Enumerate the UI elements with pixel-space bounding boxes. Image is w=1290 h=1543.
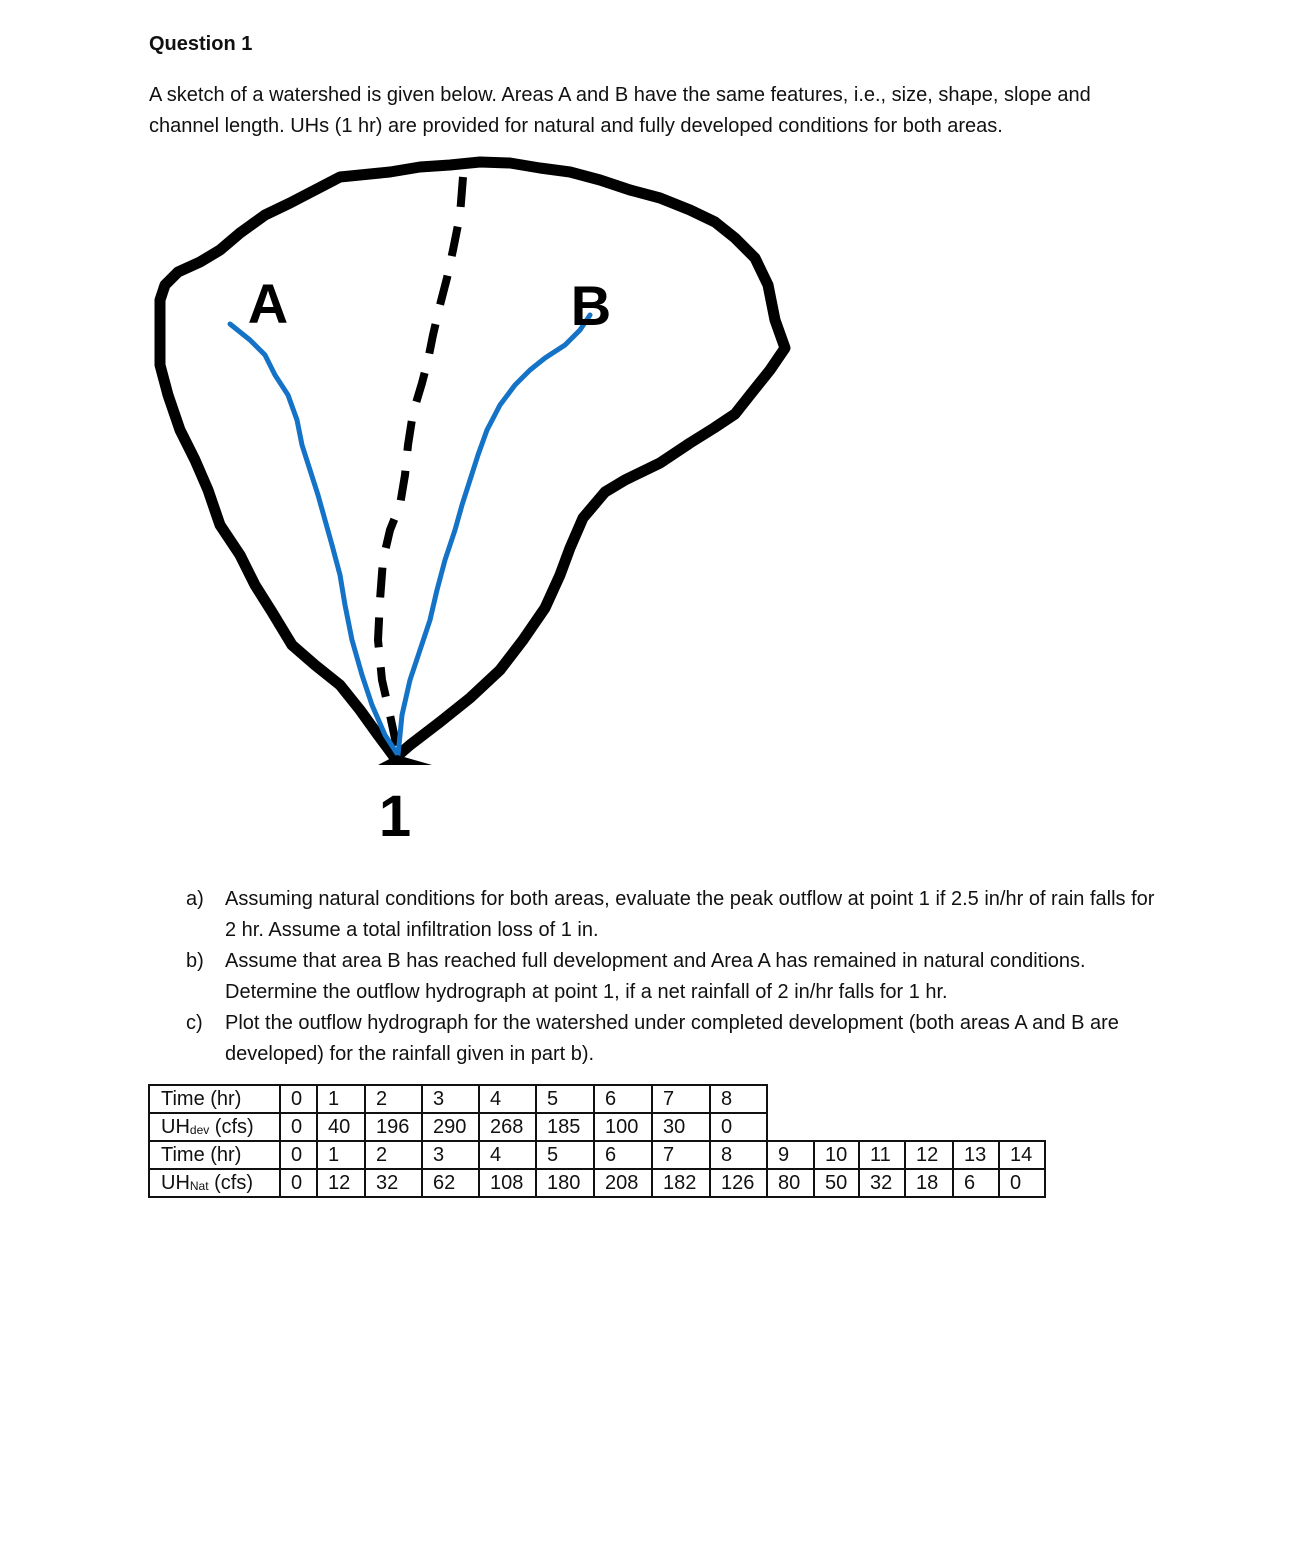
dev-uh-cell: 196 bbox=[365, 1113, 422, 1141]
nat-time-cell: 0 bbox=[280, 1141, 317, 1169]
nat-time-cell: 11 bbox=[859, 1141, 905, 1169]
nat-uh-cell: 80 bbox=[767, 1169, 814, 1197]
nat-time-cell: 5 bbox=[536, 1141, 594, 1169]
nat-time-cell: 2 bbox=[365, 1141, 422, 1169]
part-c-marker: c) bbox=[186, 1012, 203, 1034]
dev-time-cell: 6 bbox=[594, 1085, 652, 1113]
watershed-boundary bbox=[160, 162, 785, 758]
part-a-text: Assuming natural conditions for both areas, evaluate the peak outflow at point 1 if 2.5 in/hr of rain falls for 2 hr. Assume a total infiltration loss of 1 in. bbox=[225, 888, 1155, 941]
dev-uh-cell: 185 bbox=[536, 1113, 594, 1141]
nat-uh-cell: 32 bbox=[365, 1169, 422, 1197]
nat-uh-cell: 108 bbox=[479, 1169, 536, 1197]
dev-time-cell: 8 bbox=[710, 1085, 767, 1113]
nat-uh-cell: 18 bbox=[905, 1169, 953, 1197]
unit-hydrograph-table bbox=[148, 1084, 1046, 1198]
nat-uh-cell: 62 bbox=[422, 1169, 479, 1197]
area-b-label: B bbox=[570, 274, 612, 337]
nat-time-cell: 3 bbox=[422, 1141, 479, 1169]
question-title: Question 1 bbox=[149, 33, 253, 55]
nat-time-cell: 10 bbox=[814, 1141, 859, 1169]
part-c bbox=[186, 1008, 1156, 1070]
nat-time-cell: 8 bbox=[710, 1141, 767, 1169]
watershed-sketch bbox=[140, 150, 820, 850]
dev-uh-cell: 30 bbox=[652, 1113, 710, 1141]
area-a-label: A bbox=[247, 272, 289, 335]
dev-time-row bbox=[149, 1085, 1045, 1113]
nat-uh-cell: 0 bbox=[999, 1169, 1045, 1197]
nat-time-cell: 12 bbox=[905, 1141, 953, 1169]
nat-time-cell: 13 bbox=[953, 1141, 999, 1169]
nat-time-row bbox=[149, 1141, 1045, 1169]
dev-time-cell: 1 bbox=[317, 1085, 365, 1113]
dev-uh-label: $UH_{dev}$ (cfs) bbox=[149, 1113, 280, 1141]
question-parts bbox=[186, 884, 1156, 1070]
nat-uh-cell: 0 bbox=[280, 1169, 317, 1197]
nat-uh-cell: 180 bbox=[536, 1169, 594, 1197]
dev-time-cell: 0 bbox=[280, 1085, 317, 1113]
dev-time-cell: 3 bbox=[422, 1085, 479, 1113]
dev-uh-cell: 0 bbox=[280, 1113, 317, 1141]
dev-time-cell: 5 bbox=[536, 1085, 594, 1113]
nat-uh-row bbox=[149, 1169, 1045, 1197]
nat-time-cell: 4 bbox=[479, 1141, 536, 1169]
nat-time-cell: 6 bbox=[594, 1141, 652, 1169]
dev-uh-row bbox=[149, 1113, 1045, 1141]
nat-uh-cell: 32 bbox=[859, 1169, 905, 1197]
question-intro: A sketch of a watershed is given below. Areas A and B have the same features, i.e., size, shape, slope and channel length. UHs (1 hr) are provided for natural and fully developed conditions for both areas. bbox=[149, 84, 1091, 137]
part-b-text: Assume that area B has reached full development and Area A has remained in natural conditions. Determine the outflow hydrograph at point 1, if a net rainfall of 2 in/hr falls for 1 hr. bbox=[225, 950, 1086, 1003]
dev-time-label: Time (hr) bbox=[149, 1085, 280, 1113]
part-a-marker: a) bbox=[186, 888, 204, 910]
dev-uh-cell: 290 bbox=[422, 1113, 479, 1141]
part-b bbox=[186, 946, 1156, 1008]
nat-time-cell: 9 bbox=[767, 1141, 814, 1169]
nat-uh-cell: 126 bbox=[710, 1169, 767, 1197]
empty-cell bbox=[767, 1085, 1045, 1113]
empty-cell bbox=[767, 1113, 1045, 1141]
outlet-label: 1 bbox=[378, 784, 412, 849]
divide-line bbox=[378, 177, 463, 748]
nat-uh-cell: 50 bbox=[814, 1169, 859, 1197]
nat-uh-cell: 182 bbox=[652, 1169, 710, 1197]
part-b-marker: b) bbox=[186, 950, 204, 972]
nat-time-cell: 1 bbox=[317, 1141, 365, 1169]
dev-uh-cell: 100 bbox=[594, 1113, 652, 1141]
nat-time-label: Time (hr) bbox=[149, 1141, 280, 1169]
part-c-text: Plot the outflow hydrograph for the watershed under completed development (both areas A and B are developed) for the rainfall given in part b). bbox=[225, 1012, 1119, 1065]
nat-time-cell: 7 bbox=[652, 1141, 710, 1169]
stream-a bbox=[230, 324, 398, 755]
nat-uh-cell: 208 bbox=[594, 1169, 652, 1197]
dev-time-cell: 2 bbox=[365, 1085, 422, 1113]
dev-uh-cell: 0 bbox=[710, 1113, 767, 1141]
part-a bbox=[186, 884, 1156, 946]
nat-uh-cell: 6 bbox=[953, 1169, 999, 1197]
nat-time-cell: 14 bbox=[999, 1141, 1045, 1169]
stream-b bbox=[398, 315, 590, 755]
dev-time-cell: 7 bbox=[652, 1085, 710, 1113]
dev-uh-cell: 268 bbox=[479, 1113, 536, 1141]
dev-uh-cell: 40 bbox=[317, 1113, 365, 1141]
nat-uh-cell: 12 bbox=[317, 1169, 365, 1197]
nat-uh-label: $UH_{Nat}$ (cfs) bbox=[149, 1169, 280, 1197]
dev-time-cell: 4 bbox=[479, 1085, 536, 1113]
